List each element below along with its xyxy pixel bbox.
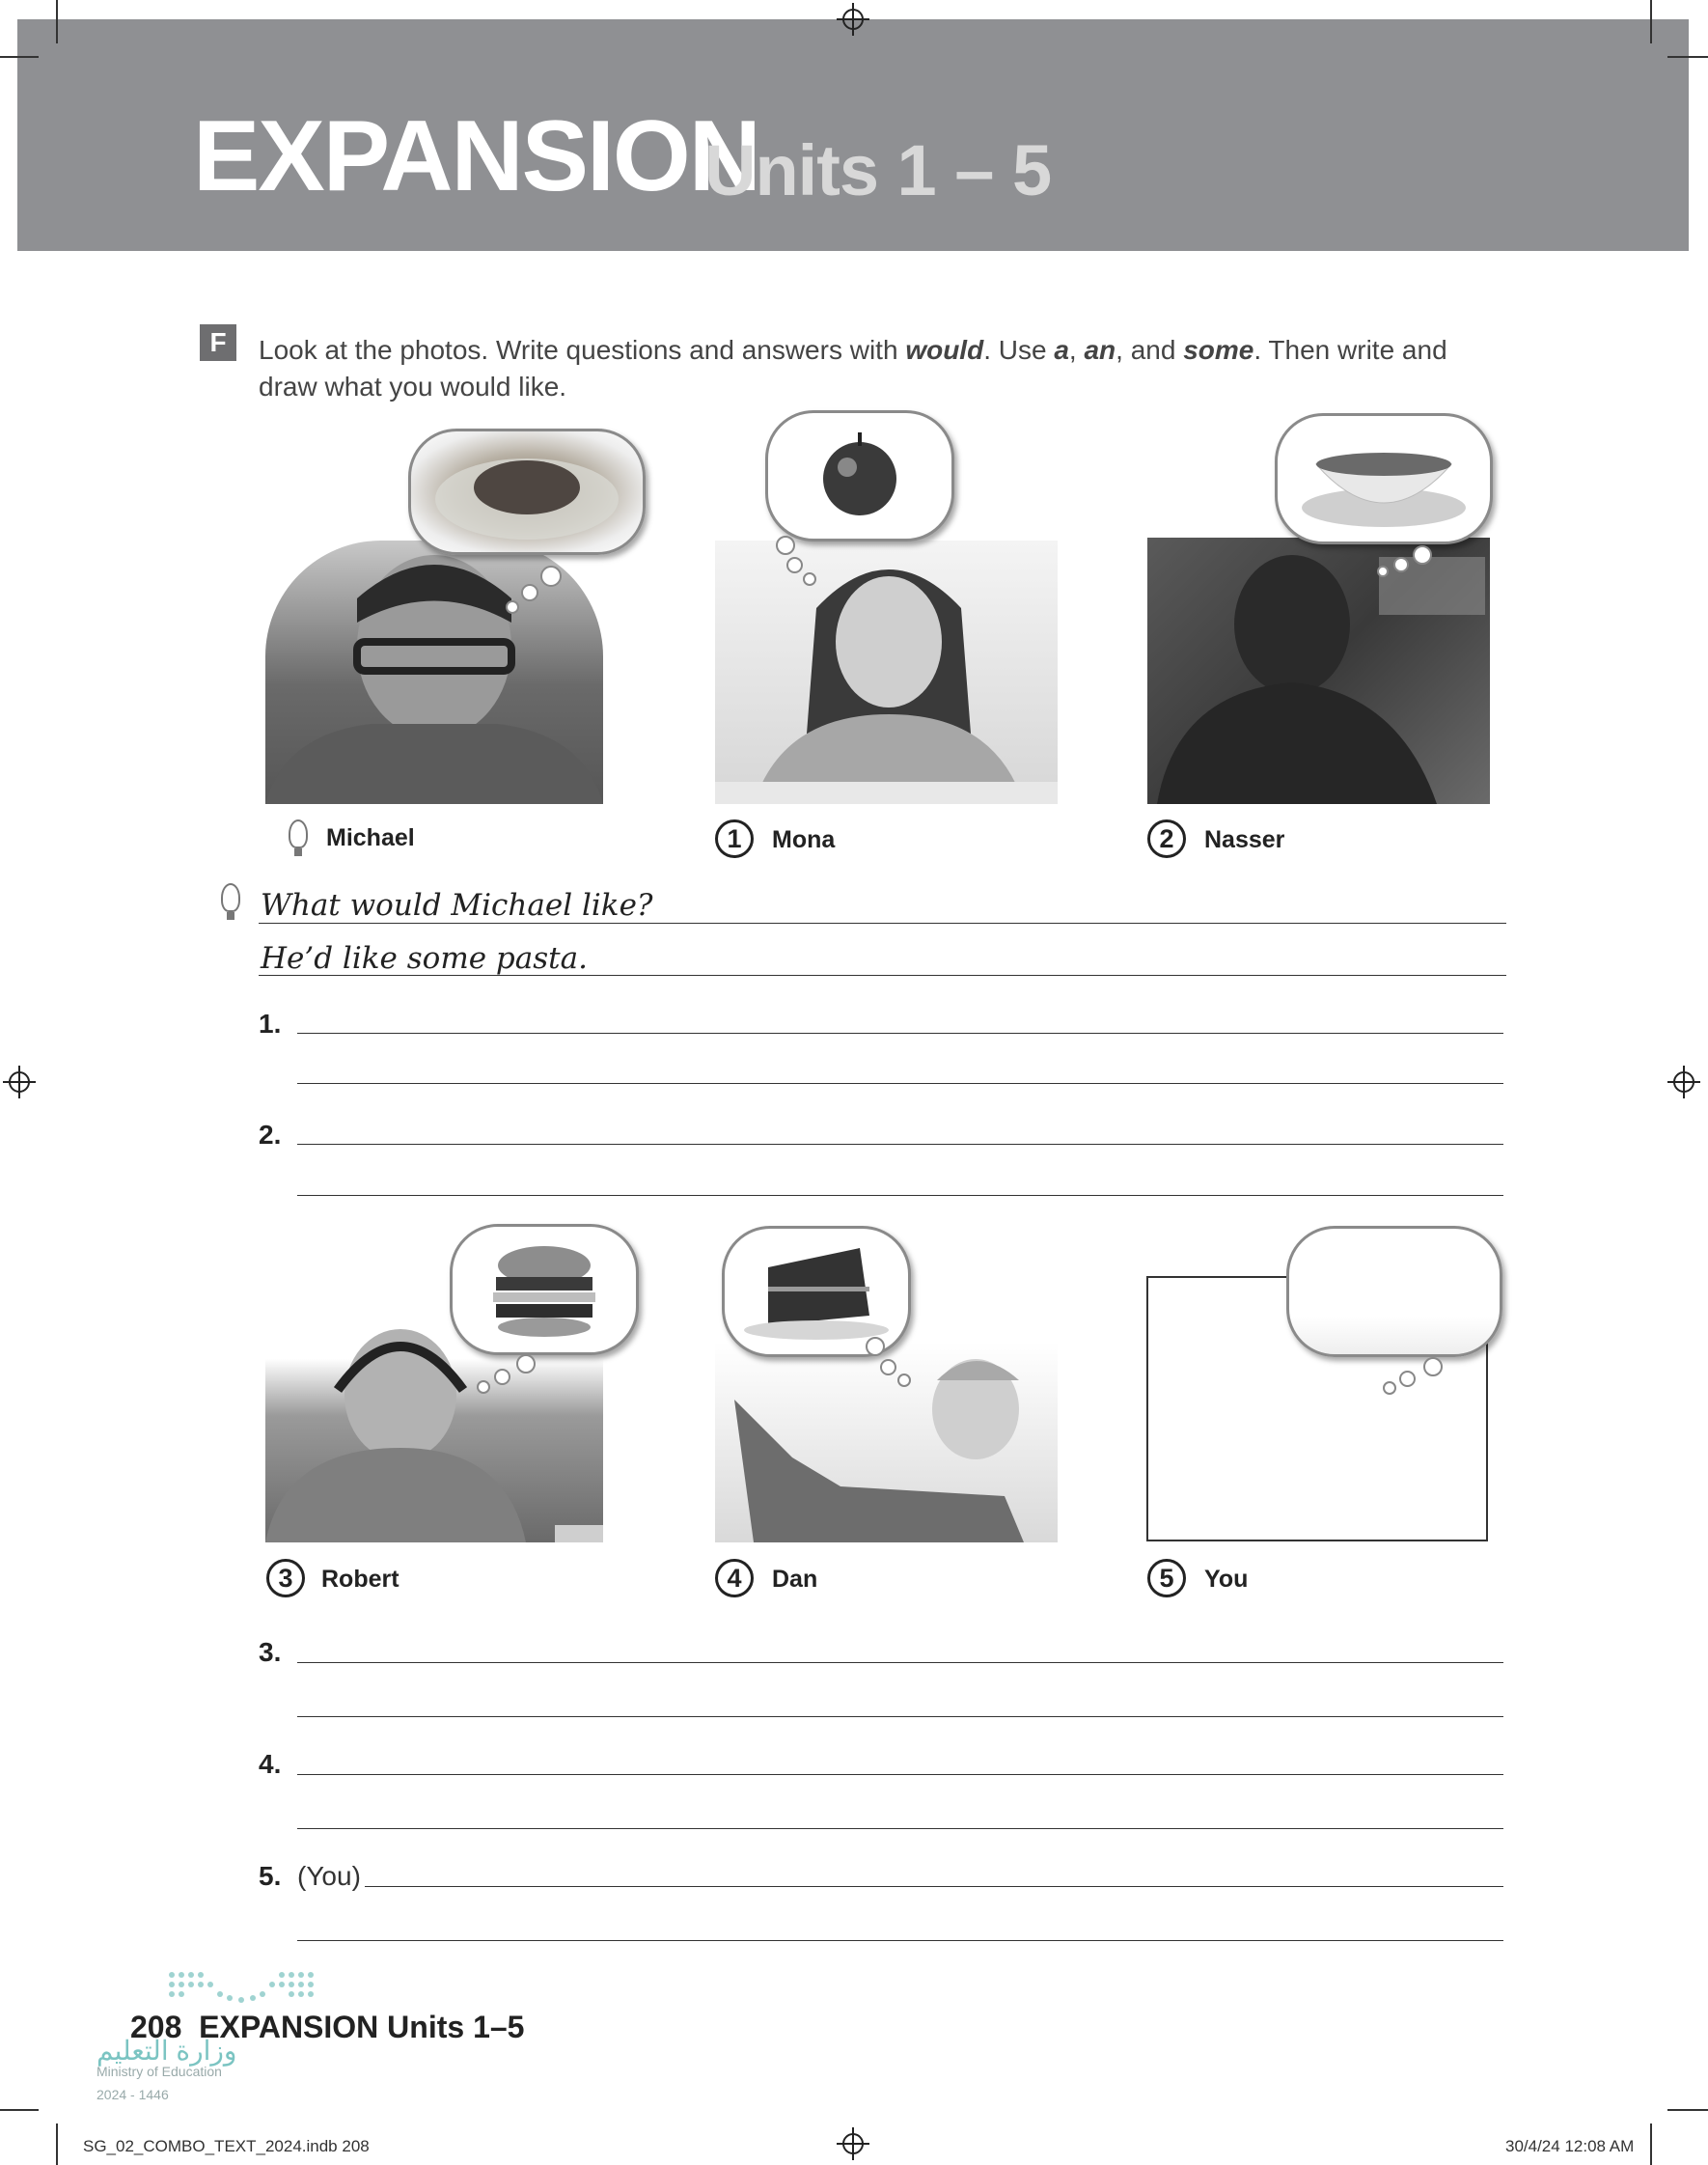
page-subtitle: Units 1 – 5: [704, 130, 1052, 210]
soup-image: [1278, 416, 1490, 541]
apple-image: [768, 413, 951, 539]
thought-dot: [506, 600, 519, 614]
cake-thought-bubble: [722, 1226, 911, 1357]
thought-dot: [786, 557, 803, 573]
answer-line-5a[interactable]: [365, 1886, 1503, 1887]
registration-mark-right: [1673, 1071, 1694, 1093]
thought-dot: [477, 1380, 490, 1394]
thought-dot: [1423, 1357, 1443, 1376]
cake-image: [725, 1229, 908, 1354]
file-name: SG_02_COMBO_TEXT_2024.indb 208: [83, 2137, 370, 2155]
girl-writing-illustration: [715, 541, 1058, 804]
crop-mark: [1650, 0, 1652, 43]
soup-thought-bubble: [1275, 413, 1493, 544]
thought-dot: [776, 536, 795, 555]
crop-mark: [0, 2109, 39, 2111]
question-number: 3.: [259, 1637, 282, 1667]
thought-dot: [1393, 557, 1409, 572]
ministry-name: Ministry of Education: [96, 2064, 222, 2079]
thought-dot: [897, 1374, 911, 1387]
pasta-thought-bubble: [408, 429, 646, 555]
ministry-arabic-name: وزارة التعليم: [96, 2036, 237, 2066]
person-name: Michael: [326, 824, 415, 851]
man-thinking-illustration: [1147, 538, 1490, 804]
person-name: Mona: [772, 826, 836, 853]
thought-dot: [540, 566, 562, 587]
number-marker: 4: [715, 1559, 754, 1597]
crop-mark: [56, 0, 58, 43]
crop-mark: [0, 56, 39, 58]
answer-line-2b[interactable]: [297, 1195, 1503, 1196]
burger-image: [453, 1227, 636, 1352]
exercise-instruction: Look at the photos. Write questions and answers with would. Use a, an, and some. Then write and draw what you would like.: [259, 335, 1447, 402]
crop-mark: [1667, 56, 1708, 58]
number-marker: 3: [266, 1559, 305, 1597]
print-timestamp: 30/4/24 12:08 AM: [1505, 2137, 1635, 2155]
crop-mark: [56, 2123, 58, 2165]
registration-mark-top: [842, 9, 864, 30]
page-number: 208: [130, 2010, 182, 2044]
apple-thought-bubble: [765, 410, 954, 541]
example-question: What would Michael like?: [261, 888, 653, 923]
number-marker: 2: [1147, 819, 1186, 858]
thought-dot: [880, 1359, 896, 1375]
writing-line: [259, 975, 1506, 976]
question-number: 5.: [259, 1861, 282, 1891]
nasser-photo: [1147, 538, 1490, 804]
ministry-logo-dots: [166, 1969, 316, 2008]
number-marker: 5: [1147, 1559, 1186, 1597]
thought-dot: [494, 1369, 510, 1385]
person-name: Dan: [772, 1566, 818, 1593]
writing-line: [259, 923, 1506, 924]
thought-dot: [521, 584, 538, 601]
thought-dot: [1399, 1371, 1416, 1387]
answer-line-1a[interactable]: [297, 1033, 1503, 1034]
answer-line-3b[interactable]: [297, 1716, 1503, 1717]
example-bulb-icon: [289, 819, 308, 848]
pasta-image: [411, 431, 643, 552]
question-number: 4.: [259, 1749, 282, 1779]
thought-dot: [1383, 1381, 1396, 1395]
answer-line-5b[interactable]: [297, 1940, 1503, 1941]
example-answer: He’d like some pasta.: [261, 941, 588, 976]
answer-line-4a[interactable]: [297, 1774, 1503, 1775]
thought-dot: [1413, 545, 1432, 565]
answer-line-3a[interactable]: [297, 1662, 1503, 1663]
example-bulb-icon: [221, 883, 240, 912]
page-title: EXPANSION: [193, 100, 759, 212]
footer-title: EXPANSION Units 1–5: [199, 2010, 525, 2044]
thought-dot: [866, 1337, 885, 1356]
question-number: 1.: [259, 1009, 282, 1039]
number-marker: 1: [715, 819, 754, 858]
registration-mark-bottom: [842, 2133, 864, 2154]
answer-line-1b[interactable]: [297, 1083, 1503, 1084]
mona-photo: [715, 541, 1058, 804]
empty-thought-bubble[interactable]: [1286, 1226, 1502, 1357]
crop-mark: [1667, 2109, 1708, 2111]
question-prefix: (You): [297, 1861, 361, 1891]
thought-dot: [803, 572, 816, 586]
burger-thought-bubble: [450, 1224, 639, 1355]
crop-mark: [1650, 2123, 1652, 2165]
ministry-year: 2024 - 1446: [96, 2087, 169, 2102]
person-name: You: [1204, 1566, 1249, 1593]
answer-line-4b[interactable]: [297, 1828, 1503, 1829]
answer-line-2a[interactable]: [297, 1144, 1503, 1145]
exercise-badge: F: [200, 324, 236, 361]
question-number: 2.: [259, 1120, 282, 1150]
person-name: Robert: [321, 1566, 399, 1593]
person-name: Nasser: [1204, 826, 1285, 853]
thought-dot: [1377, 566, 1389, 577]
registration-mark-left: [9, 1071, 30, 1093]
thought-dot: [516, 1354, 536, 1374]
